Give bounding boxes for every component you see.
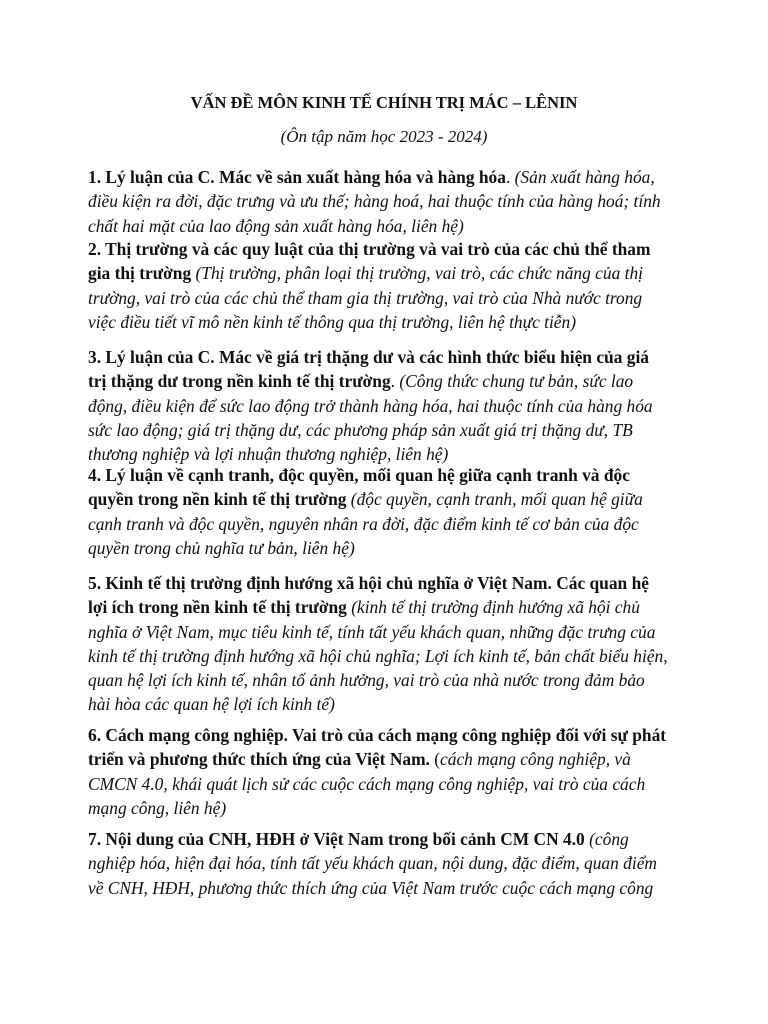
question-1: [88, 165, 680, 238]
question-line: [88, 261, 680, 285]
question-text: .: [390, 371, 400, 392]
question-line: [88, 487, 680, 511]
question-detail-text: cách mạng công nghiệp, và: [440, 749, 631, 770]
question-detail-text: quyền trong chủ nghĩa tư bản, liên hệ): [88, 537, 355, 558]
question-detail-text: (Thị trường, phân loại thị trường, vai trò, các chức năng của thị: [195, 263, 643, 284]
question-line: [88, 851, 680, 875]
document-subtitle: (Ôn tập năm học 2023 - 2024): [280, 127, 488, 146]
question-line: [88, 418, 680, 442]
question-detail-text: sức lao động; giá trị thặng dư, các phương pháp sản xuất giá trị thặng dư, TB: [88, 419, 633, 440]
question-line: [88, 644, 680, 668]
question-detail-text: hài hòa các quan hệ lợi ích kinh tế): [88, 694, 335, 715]
question-line: [88, 536, 680, 560]
question-heading-text: 5. Kinh tế thị trường định hướng xã hội chủ nghĩa ở Việt Nam. Các quan hệ: [88, 573, 649, 593]
question-line: [88, 237, 680, 261]
question-detail-text: động, điều kiện để sức lao động trở thành hàng hóa, hai thuộc tính của hàng hóa: [88, 395, 653, 416]
question-text: .: [505, 167, 515, 187]
question-detail-text: thương nghiệp và lợi nhuận thương nghiệp, liên hệ): [88, 444, 449, 465]
question-detail-text: quan hệ lợi ích kinh tế, nhân tố ảnh hưởng, vai trò của nhà nước trong đảm bảo: [88, 670, 645, 691]
question-detail-text: nghĩa ở Việt Nam, mục tiêu kinh tế, tính tất yếu khách quan, những đặc trưng của: [88, 621, 656, 642]
question-line: [88, 876, 680, 900]
question-7: [88, 827, 680, 900]
question-line: [88, 571, 680, 595]
question-heading-text: quyền trong nền kinh tế thị trường: [88, 489, 351, 510]
question-5: [88, 571, 680, 717]
question-detail-text: nghiệp hóa, hiện đại hóa, tính tất yếu khách quan, nội dung, đặc điểm, quan điểm: [88, 853, 657, 874]
question-heading-text: 7. Nội dung của CNH, HĐH ở Việt Nam trong bối cảnh CM CN 4.0: [88, 829, 590, 849]
question-line: [88, 394, 680, 418]
question-2: [88, 237, 680, 334]
question-line: [88, 286, 680, 310]
question-detail-text: (Sản xuất hàng hóa,: [514, 167, 655, 187]
question-detail-text: (công: [589, 829, 629, 849]
question-line: [88, 463, 680, 487]
question-heading-text: 2. Thị trường và các quy luật của thị trường và vai trò của các chủ thể tham: [88, 239, 651, 259]
question-heading-text: 3. Lý luận của C. Mác về giá trị thặng dư và các hình thức biểu hiện của giá: [88, 347, 649, 367]
question-heading-text: gia thị trường: [88, 263, 196, 284]
question-line: [88, 214, 680, 238]
question-heading-text: triển và phương thức thích ứng của Việt Nam.: [88, 749, 435, 770]
question-heading-text: trị thặng dư trong nền kinh tế thị trường: [88, 371, 391, 392]
question-detail-text: về CNH, HĐH, phương thức thích ứng của Việt Nam trước cuộc cách mạng công: [88, 877, 654, 898]
question-text: (: [434, 749, 441, 770]
question-line: [88, 620, 680, 644]
question-line: [88, 723, 680, 747]
question-line: [88, 796, 680, 820]
question-detail-text: điều kiện ra đời, đặc trưng và ưu thế; hàng hoá, hai thuộc tính của hàng hoá; tính: [88, 191, 661, 212]
question-detail-text: mạng công, liên hệ): [88, 797, 227, 818]
question-detail-text: chất hai mặt của lao động sản xuất hàng hóa, liên hệ): [88, 215, 464, 236]
question-detail-text: trường, vai trò của các chủ thể tham gia thị trường, vai trò của Nhà nước trong: [88, 287, 643, 308]
question-detail-text: cạnh tranh và độc quyền, nguyên nhân ra đời, đặc điểm kinh tế cơ bản của độc: [88, 513, 639, 534]
question-detail-text: (Công thức chung tư bản, sức lao: [399, 371, 634, 392]
question-line: [88, 692, 680, 716]
question-line: [88, 369, 680, 393]
question-detail-text: (kinh tế thị trường định hướng xã hội chủ: [351, 597, 640, 618]
question-line: [88, 747, 680, 771]
question-heading-text: 6. Cách mạng công nghiệp. Vai trò của cách mạng công nghiệp đối với sự phát: [88, 725, 667, 745]
question-3: [88, 345, 680, 466]
question-detail-text: kinh tế thị trường định hướng xã hội chủ nghĩa; Lợi ích kinh tế, bản chất biểu hiện,: [88, 645, 668, 666]
question-line: [88, 165, 680, 189]
question-line: [88, 595, 680, 619]
question-line: [88, 512, 680, 536]
document-title: VẤN ĐỀ MÔN KINH TẾ CHÍNH TRỊ MÁC – LÊNIN: [190, 93, 578, 112]
question-line: [88, 189, 680, 213]
question-line: [88, 772, 680, 796]
question-heading-text: lợi ích trong nền kinh tế thị trường: [88, 597, 352, 618]
question-line: [88, 668, 680, 692]
question-line: [88, 827, 680, 851]
question-4: [88, 463, 680, 560]
question-heading-text: 1. Lý luận của C. Mác về sản xuất hàng hóa và hàng hóa: [88, 167, 506, 187]
question-6: [88, 723, 680, 820]
question-detail-text: (độc quyền, cạnh tranh, mối quan hệ giữa: [350, 489, 643, 510]
question-line: [88, 345, 680, 369]
question-detail-text: CMCN 4.0, khái quát lịch sử các cuộc cách mạng công nghiệp, vai trò của cách: [88, 773, 646, 794]
question-heading-text: 4. Lý luận về cạnh tranh, độc quyền, mối quan hệ giữa cạnh tranh và độc: [88, 465, 630, 485]
question-detail-text: việc điều tiết vĩ mô nền kinh tế thông qua thị trường, liên hệ thực tiễn): [88, 311, 577, 332]
question-line: [88, 310, 680, 334]
